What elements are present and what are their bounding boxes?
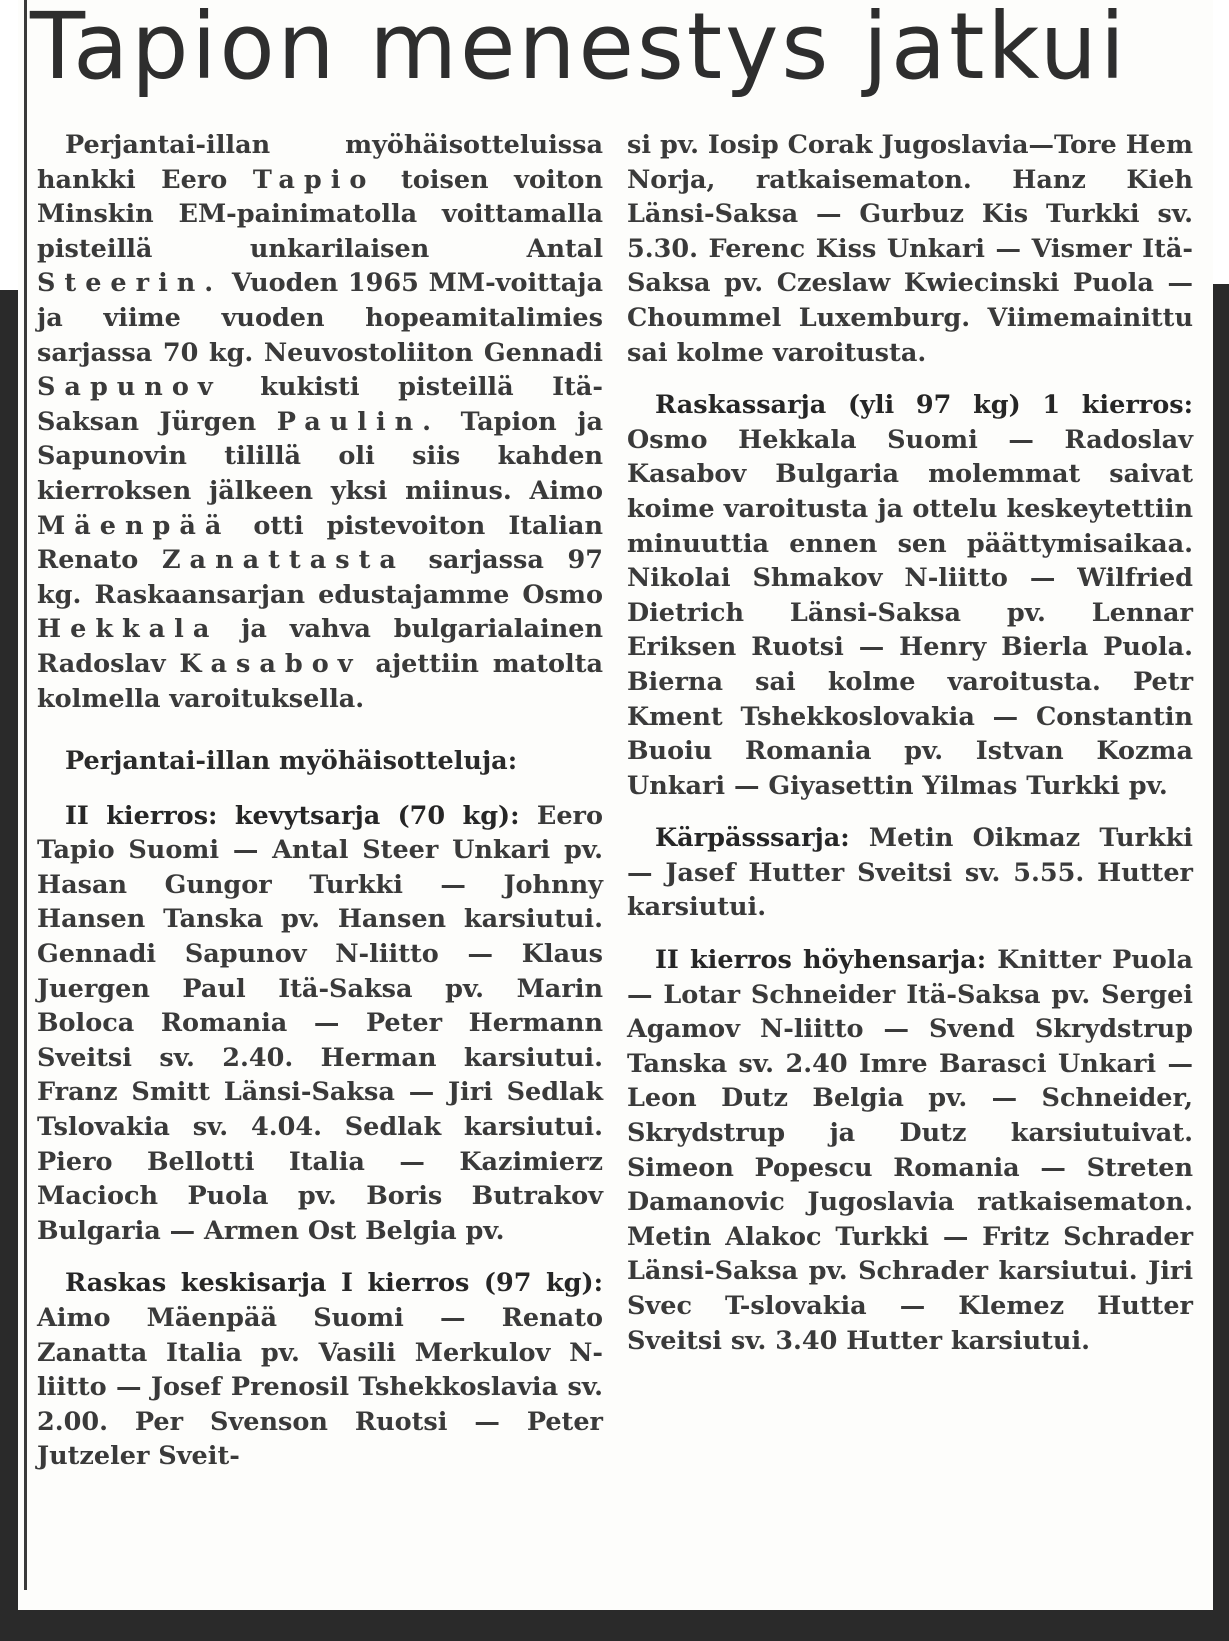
results-lightweight	[37, 799, 603, 1249]
results-light-heavyweight	[37, 1266, 603, 1474]
category-label: Kärpässsarja:	[655, 823, 850, 854]
name-paulin: Paulin.	[276, 406, 441, 437]
results-heavyweight	[627, 388, 1193, 803]
results-text: Eero Tapio Suomi — Antal Steer Unkari pv. Hasan Gungor Turkki — Johnny Hansen Tanska pv. Hansen karsiutui. Gennadi Sapunov N-liitto — Klaus Juergen Paul Itä-Saksa pv. Marin Boloca Romania — Peter Hermann Sveitsi sv. 2.40. Herman karsiutui. Franz Smitt Länsi-Saksa — Jiri Sedlak Tslovakia sv. 4.04. Sedlak karsiutui. Piero Bellotti Italia — Kazimierz Macioch Puola pv. Boris Butrakov Bulgaria — Armen Ost Belgia pv.	[37, 800, 603, 1246]
results-continuation: si pv. Iosip Corak Jugoslavia—Tore Hem Norja, ratkaisematon. Hanz Kieh Länsi-Saksa — Gurbuz Kis Turkki sv. 5.30. Ferenc Kiss Unkari — Vismer Itä-Saksa pv. Czeslaw Kwiecinski Puola — Choummel Luxemburg. Viimemainittu sai kolme varoitusta.	[627, 130, 1193, 368]
results-text: Knitter Puola — Lotar Schneider Itä-Saksa pv. Sergei Agamov N-liitto — Svend Skrydstrup Tanska sv. 2.40 Imre Barasci Unkari — Leon Dutz Belgia pv. — Schneider, Skrydstrup ja Dutz karsiutuivat. Simeon Popescu Romania — Streten Damanovic Jugoslavia ratkaisematon. Metin Alakoc Turkki — Fritz Schrader Länsi-Saksa pv. Schrader karsiutui. Jiri Svec T-slovakia — Klemez Hutter Sveitsi sv. 3.40 Hutter karsiutui.	[627, 945, 1193, 1356]
intro-text: toisen voiton Minskin EM-painimatolla voittamalla pisteillä unkarilaisen Antal	[37, 164, 603, 264]
intro-text: otti pistevoiton Italian Renato	[37, 510, 603, 576]
intro-paragraph	[37, 128, 603, 716]
intro-text: ajettiin matolta kolmella varoituksella.	[37, 648, 603, 714]
results-subheading: Perjantai-illan myöhäisotteluja:	[65, 746, 518, 777]
name-tapio: Tapio	[252, 164, 376, 195]
name-hekkala: Hekkala	[37, 614, 219, 645]
intro-text: Tapion ja Sapunovin tilillä oli siis kahden kierroksen jälkeen yksi miinus. Aimo	[37, 406, 603, 506]
intro-text: Perjantai-illan myöhäisotteluissa hankki Eero	[37, 130, 603, 195]
clipping-edge-line	[24, 0, 27, 1590]
intro-text: kukisti pisteillä Itä-Saksan Jürgen	[37, 372, 603, 437]
name-sapunov: Sapunov	[37, 372, 222, 403]
background-right	[1212, 284, 1229, 1641]
name-kasabov: Kasabov	[179, 648, 362, 679]
category-label: II kierros höyhensarja:	[655, 945, 987, 976]
right-column	[627, 128, 1193, 1376]
intro-text: ja vahva bulgarialainen Radoslav	[37, 614, 603, 679]
category-label: Raskas keskisarja I kierros (97 kg):	[65, 1268, 603, 1299]
intro-text: Vuoden 1965 MM-voittaja ja viime vuoden hopeamitalimies sarjassa 70 kg. Neuvostoliiton Gennadi	[37, 268, 603, 368]
name-zanattasta: Zanattasta	[161, 545, 405, 576]
category-label: Raskassarja (yli 97 kg) 1 kierros:	[655, 390, 1193, 421]
background-left	[0, 290, 20, 1641]
results-text: Aimo Mäenpää Suomi — Renato Zanatta Italia pv. Vasili Merkulov N-liitto — Josef Prenosil Tshekkoslavia sv. 2.00. Per Svenson Ruotsi — Peter Jutzeler Sveit-	[37, 1303, 603, 1472]
headline: Tapion menestys jatkui	[30, 0, 1128, 100]
name-maenpaa: Mäenpää	[37, 510, 231, 541]
background-bottom	[0, 1605, 1229, 1641]
results-flyweight	[627, 821, 1193, 925]
results-text: Metin Oikmaz Turkki — Jasef Hutter Sveitsi sv. 5.55. Hutter karsiutui.	[627, 823, 1193, 923]
left-column	[37, 128, 603, 1492]
results-text: Osmo Hekkala Suomi — Radoslav Kasabov Bulgaria molemmat saivat koime varoitusta ja ottelu keskeytettiin minuuttia ennen sen päättymisaikaa. Nikolai Shmakov N-liitto — Wilfried Dietrich Länsi-Saksa pv. Lennar Eriksen Ruotsi — Henry Bierla Puola. Bierna sai kolme varoitusta. Petr Kment Tshekkoslovakia — Constantin Buoiu Romania pv. Istvan Kozma Unkari — Giyasettin Yilmas Turkki pv.	[627, 424, 1193, 801]
intro-text: sarjassa 97 kg. Raskaansarjan edustajamme Osmo	[37, 545, 603, 610]
category-label: II kierros: kevytsarja (70 kg):	[65, 800, 520, 831]
results-featherweight	[627, 943, 1193, 1358]
name-steerin: Steerin.	[37, 268, 223, 299]
